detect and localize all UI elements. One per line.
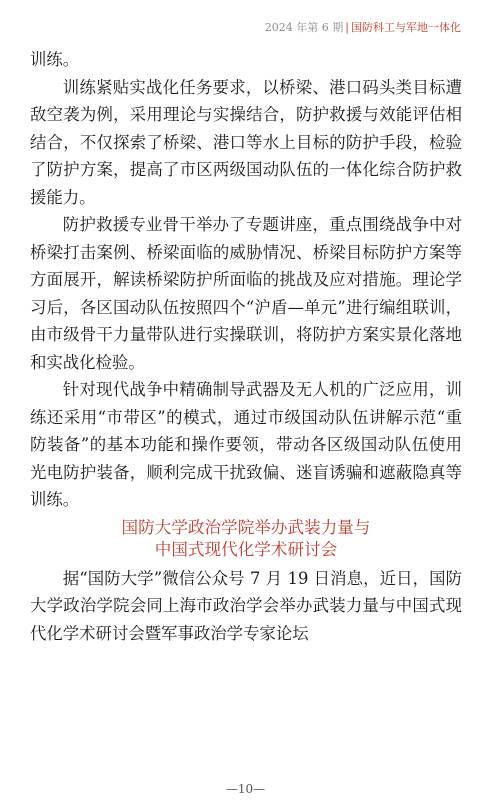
issue-label: 2024 年第 6 期 (264, 21, 344, 34)
headline-line-2: 中国式现代化学术研讨会 (154, 539, 338, 559)
header-separator: | (345, 21, 349, 34)
paragraph-continued: 训练。 (30, 50, 80, 69)
headline-line-1: 国防大学政治学院举办武装力量与 (121, 517, 371, 537)
news-headline (30, 517, 462, 561)
running-header (265, 19, 461, 35)
paragraph-news: 据“国防大学”微信公众号 7 月 19 日消息，近日，国防大学政治学院会同上海市政治学会举办武装力量与中国式现代化学术研讨会暨军事政治学专家论坛 (30, 568, 462, 643)
paragraph-lecture: 防护救援专业骨干举办了专题讲座，重点围绕战争中对桥梁打击案例、桥梁面临的威胁情况、桥梁目标防护方案等方面展开，解读桥梁防护所面临的挑战及应对措施。理论学习后，各区国动队伍按照四个“沪盾—单元”进行编组联训，由市级骨干力量带队进行实操联训，将防护方案实景化落地和实战化检验。 (30, 215, 462, 372)
journal-title: 国防科工与军地一体化 (351, 21, 461, 34)
paragraph-modern-warfare: 针对现代战争中精确制导武器及无人机的广泛应用，训练还采用“市带区”的模式，通过市级国动队伍讲解示范“重防装备”的基本功能和操作要领，带动各区级国动队伍使用光电防护装备，顺利完成干扰致偏、迷盲诱骗和遮蔽隐真等训练。 (30, 380, 462, 509)
page-number: —10— (225, 782, 266, 796)
paragraph-training-overview: 训练紧贴实战化任务要求，以桥梁、港口码头类目标遭敌空袭为例，采用理论与实操结合，防护救援与效能评估相结合，不仅探索了桥梁、港口等水上目标的防护手段，检验了防护方案，提高了市区两级国动队伍的一体化综合防护救援能力。 (30, 77, 462, 207)
article-body (30, 46, 462, 647)
